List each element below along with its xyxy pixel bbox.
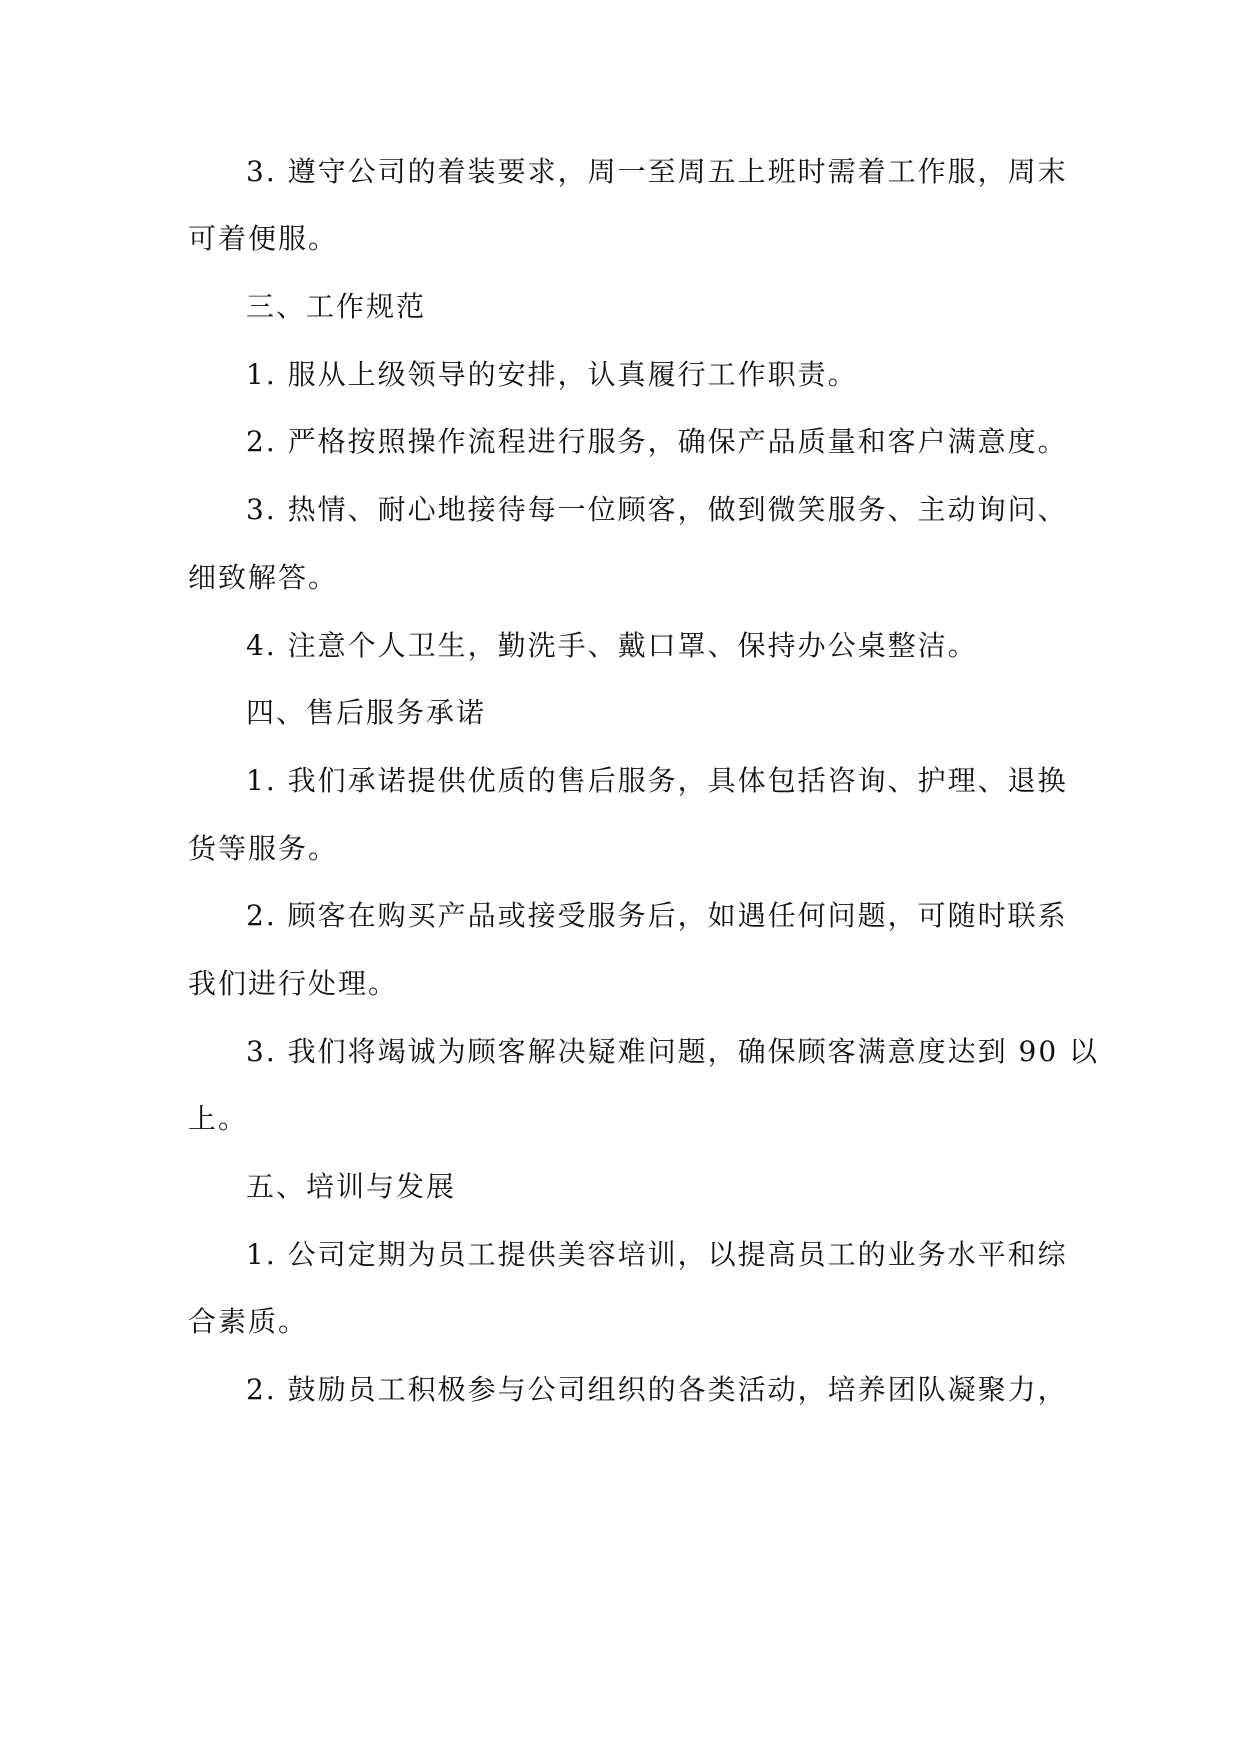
paragraph-line: 细致解答。	[188, 561, 339, 594]
paragraph-line: 3. 热情、耐心地接待每一位顾客，做到微笑服务、主动询问、	[246, 493, 1068, 526]
paragraph-line: 上。	[188, 1102, 249, 1135]
paragraph-line: 货等服务。	[188, 832, 339, 865]
paragraph-line: 1. 公司定期为员工提供美容培训，以提高员工的业务水平和综	[246, 1238, 1068, 1271]
section-heading: 三、工作规范	[246, 290, 427, 323]
section-heading: 四、售后服务承诺	[246, 696, 487, 729]
paragraph-line: 3. 遵守公司的着装要求，周一至周五上班时需着工作服，周末	[246, 155, 1068, 188]
paragraph-line: 2. 严格按照操作流程进行服务，确保产品质量和客户满意度。	[246, 425, 1068, 458]
paragraph-line: 合素质。	[188, 1305, 309, 1338]
paragraph-line: 3. 我们将竭诚为顾客解决疑难问题，确保顾客满意度达到 90 以	[246, 1035, 1100, 1068]
paragraph-line: 1. 我们承诺提供优质的售后服务，具体包括咨询、护理、退换	[246, 764, 1068, 797]
section-heading: 五、培训与发展	[246, 1170, 457, 1203]
paragraph-line: 2. 鼓励员工积极参与公司组织的各类活动，培养团队凝聚力，	[246, 1373, 1068, 1406]
paragraph-line: 我们进行处理。	[188, 967, 399, 1000]
paragraph-line: 可着便服。	[188, 222, 339, 255]
paragraph-line: 2. 顾客在购买产品或接受服务后，如遇任何问题，可随时联系	[246, 899, 1068, 932]
paragraph-line: 4. 注意个人卫生，勤洗手、戴口罩、保持办公桌整洁。	[246, 629, 978, 662]
paragraph-line: 1. 服从上级领导的安排，认真履行工作职责。	[246, 358, 858, 391]
